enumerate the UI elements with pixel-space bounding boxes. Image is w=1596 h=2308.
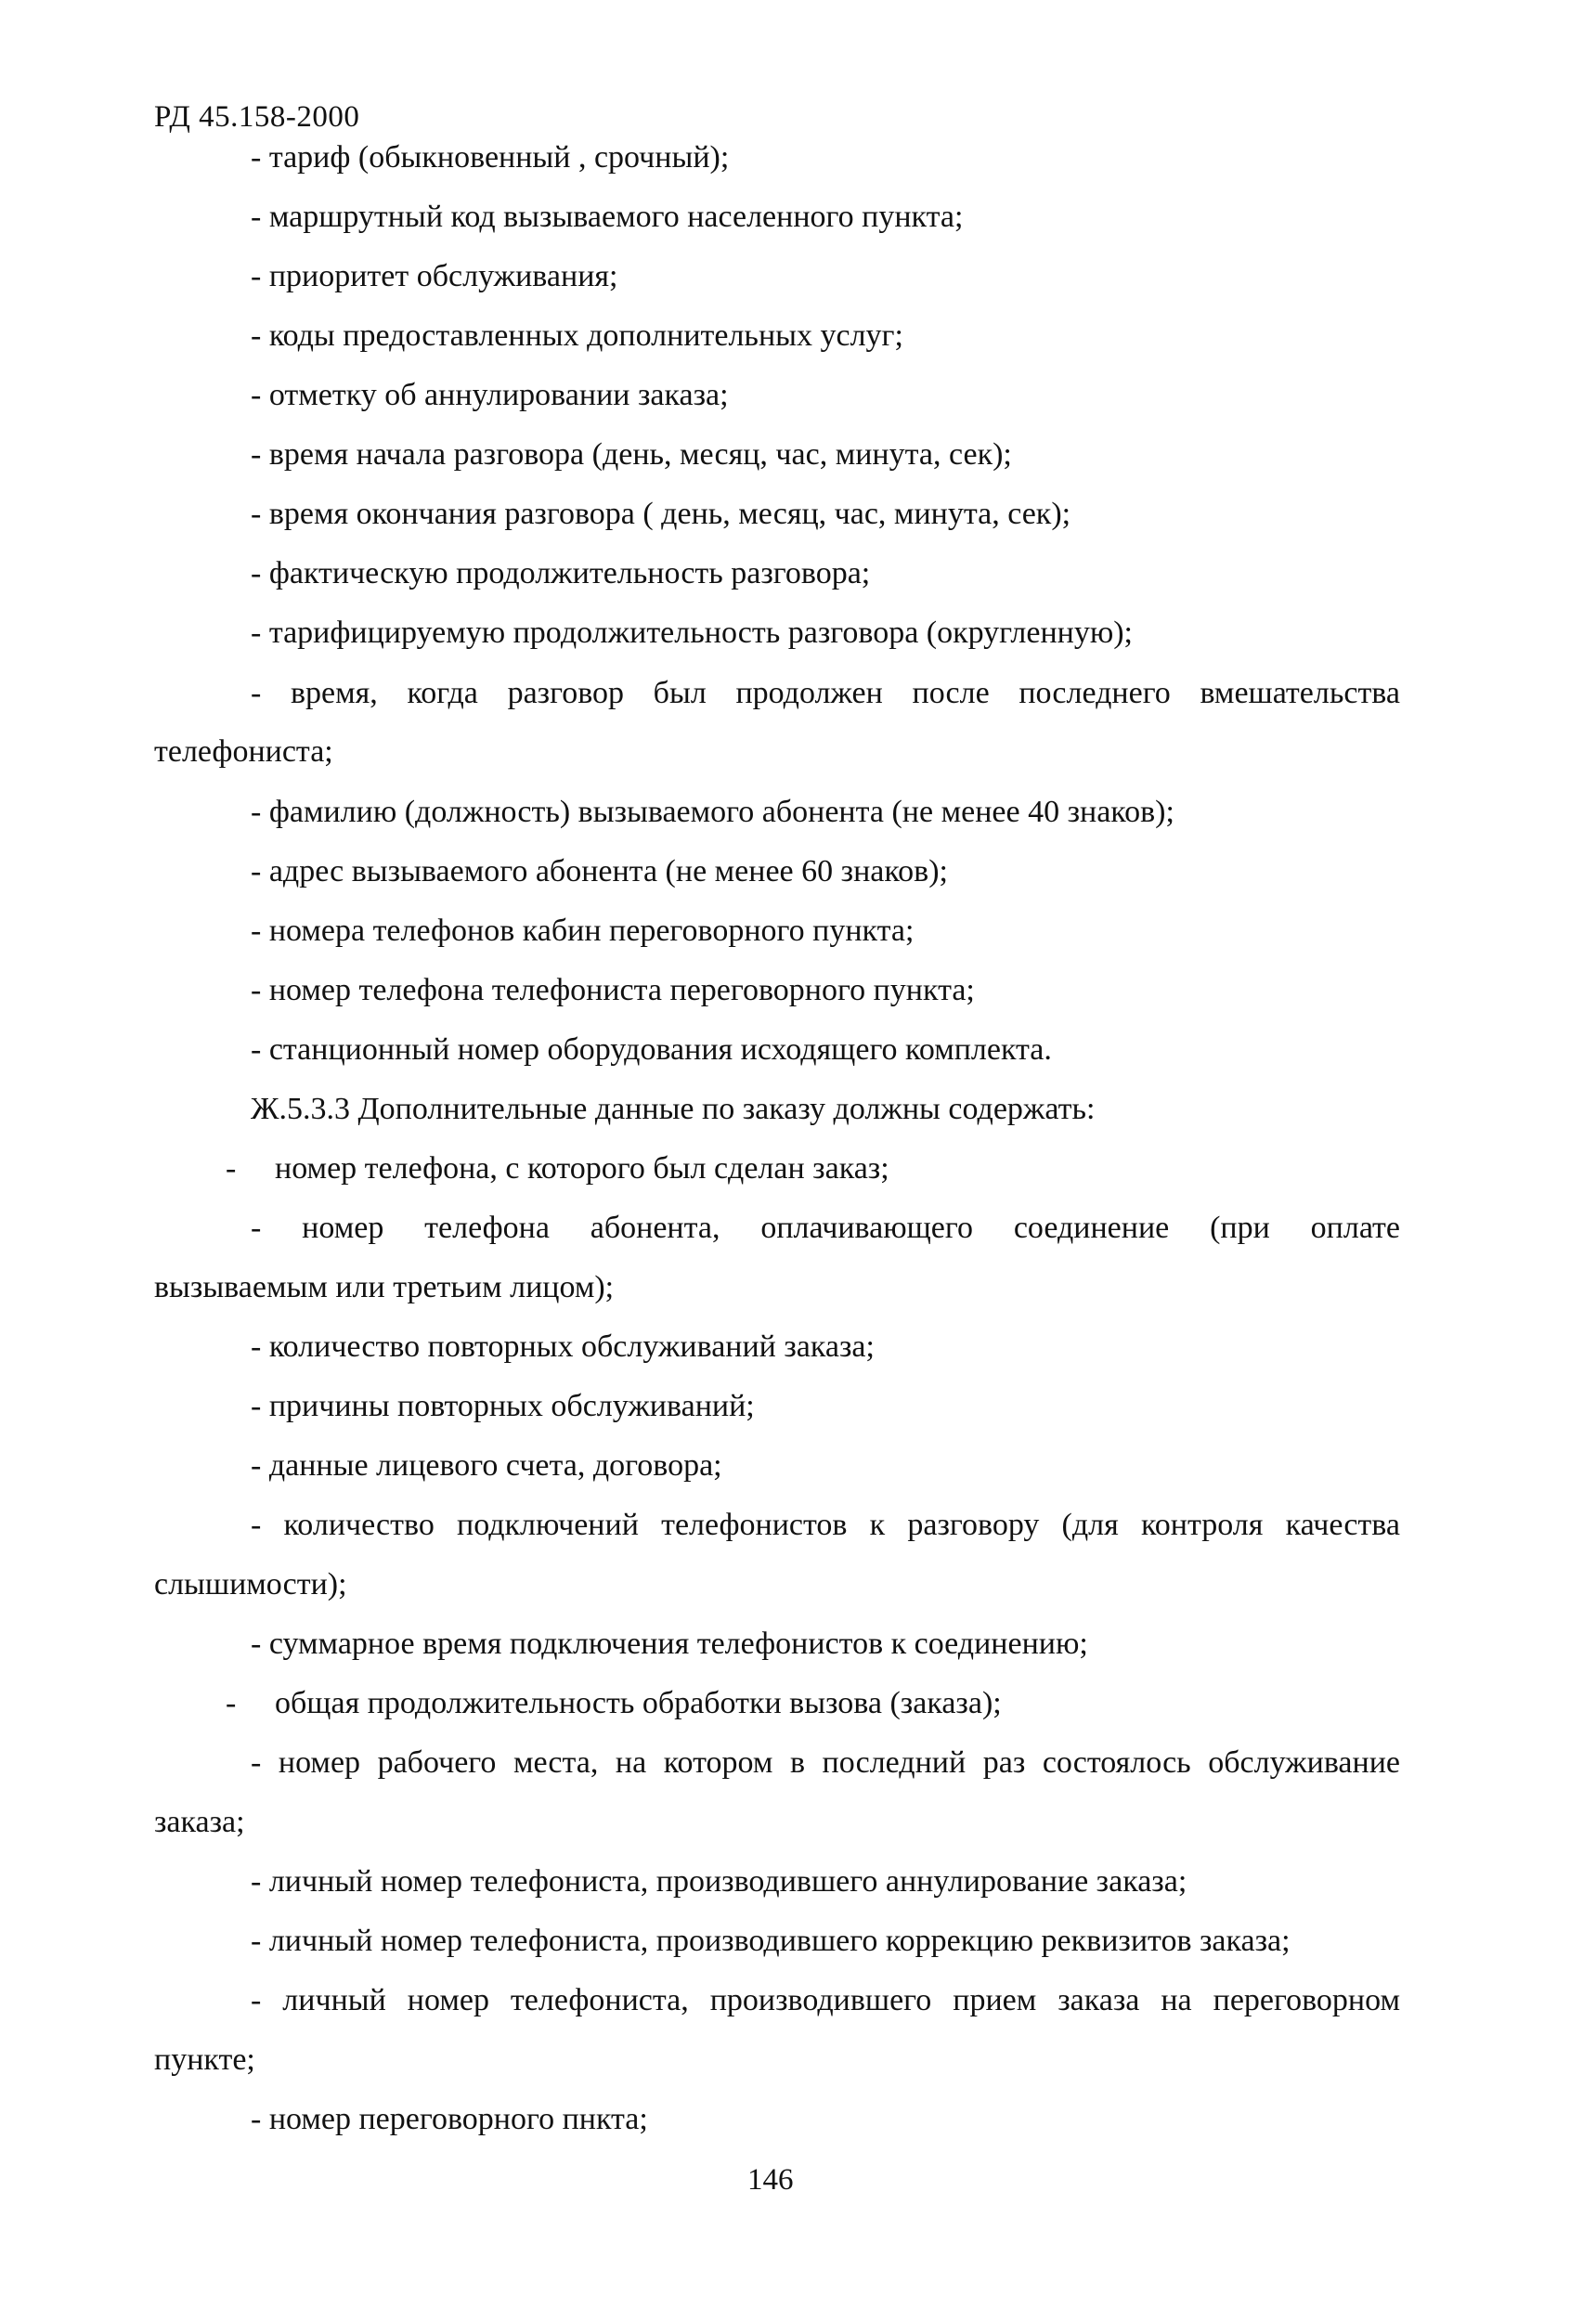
list-item-call-start: - время начала разговора (день, месяц, час, минута, сек); bbox=[251, 437, 1012, 472]
list-item-payer-phone: - номер телефона абонента, оплачивающего соединение (при оплате bbox=[251, 1211, 1400, 1245]
list-item-callee-address: - адрес вызываемого абонента (не менее 60 знаков); bbox=[251, 854, 948, 888]
list-item-repeat-count: - количество повторных обслуживаний заказа; bbox=[251, 1329, 875, 1364]
list-item-payer-phone-cont: вызываемым или третьим лицом); bbox=[154, 1270, 615, 1304]
list-item-intake-operator-cont: пункте; bbox=[154, 2042, 255, 2077]
list-item-workstation-cont: заказа; bbox=[154, 1805, 245, 1839]
list-item-station-number: - станционный номер оборудования исходящего комплекта. bbox=[251, 1032, 1052, 1067]
list-item-dash: - bbox=[226, 1686, 237, 1720]
list-item-operator-connections: - количество подключений телефонистов к разговору (для контроля качества bbox=[251, 1508, 1400, 1542]
list-item-operator-connections-cont: слышимости); bbox=[154, 1567, 347, 1601]
list-item-office-number: - номер переговорного пнкта; bbox=[251, 2102, 648, 2136]
list-item-intake-operator: - личный номер телефониста, производившего прием заказа на переговорном bbox=[251, 1983, 1400, 2017]
list-item-cancel-mark: - отметку об аннулировании заказа; bbox=[251, 378, 729, 412]
list-item-dash: - bbox=[226, 1151, 237, 1186]
list-item-billed-duration: - тарифицируемую продолжительность разговора (округленную); bbox=[251, 616, 1134, 650]
list-item-repeat-reasons: - причины повторных обслуживаний; bbox=[251, 1389, 755, 1423]
list-item-processing-duration: общая продолжительность обработки вызова (заказа); bbox=[275, 1686, 1002, 1720]
list-item-resumed-time-cont: телефониста; bbox=[154, 734, 333, 769]
list-item-actual-duration: - фактическую продолжительность разговора; bbox=[251, 556, 871, 590]
list-item-extra-services: - коды предоставленных дополнительных услуг; bbox=[251, 318, 903, 353]
list-item-correction-operator: - личный номер телефониста, производившего коррекцию реквизитов заказа; bbox=[251, 1924, 1291, 1958]
document-code-header: РД 45.158-2000 bbox=[154, 100, 360, 134]
list-item-order-phone: номер телефона, с которого был сделан заказ; bbox=[275, 1151, 889, 1186]
list-item-account-data: - данные лицевого счета, договора; bbox=[251, 1448, 722, 1483]
page-number: 146 bbox=[747, 2163, 794, 2197]
list-item-total-connection-time: - суммарное время подключения телефонистов к соединению; bbox=[251, 1627, 1088, 1661]
list-item-cancel-operator: - личный номер телефониста, производившего аннулирование заказа; bbox=[251, 1864, 1187, 1899]
list-item-priority: - приоритет обслуживания; bbox=[251, 259, 618, 293]
list-item-operator-phone: - номер телефона телефониста переговорного пункта; bbox=[251, 973, 975, 1007]
list-item-callee-name: - фамилию (должность) вызываемого абонента (не менее 40 знаков); bbox=[251, 795, 1174, 829]
list-item-tariff: - тариф (обыкновенный , срочный); bbox=[251, 140, 730, 175]
list-item-workstation: - номер рабочего места, на котором в последний раз состоялось обслуживание bbox=[251, 1745, 1400, 1780]
section-heading: Ж.5.3.3 Дополнительные данные по заказу должны содержать: bbox=[251, 1092, 1096, 1126]
list-item-resumed-time: - время, когда разговор был продолжен после последнего вмешательства bbox=[251, 676, 1400, 710]
list-item-call-end: - время окончания разговора ( день, месяц, час, минута, сек); bbox=[251, 497, 1071, 531]
list-item-route-code: - маршрутный код вызываемого населенного пункта; bbox=[251, 200, 964, 234]
list-item-booth-numbers: - номера телефонов кабин переговорного пункта; bbox=[251, 914, 915, 948]
